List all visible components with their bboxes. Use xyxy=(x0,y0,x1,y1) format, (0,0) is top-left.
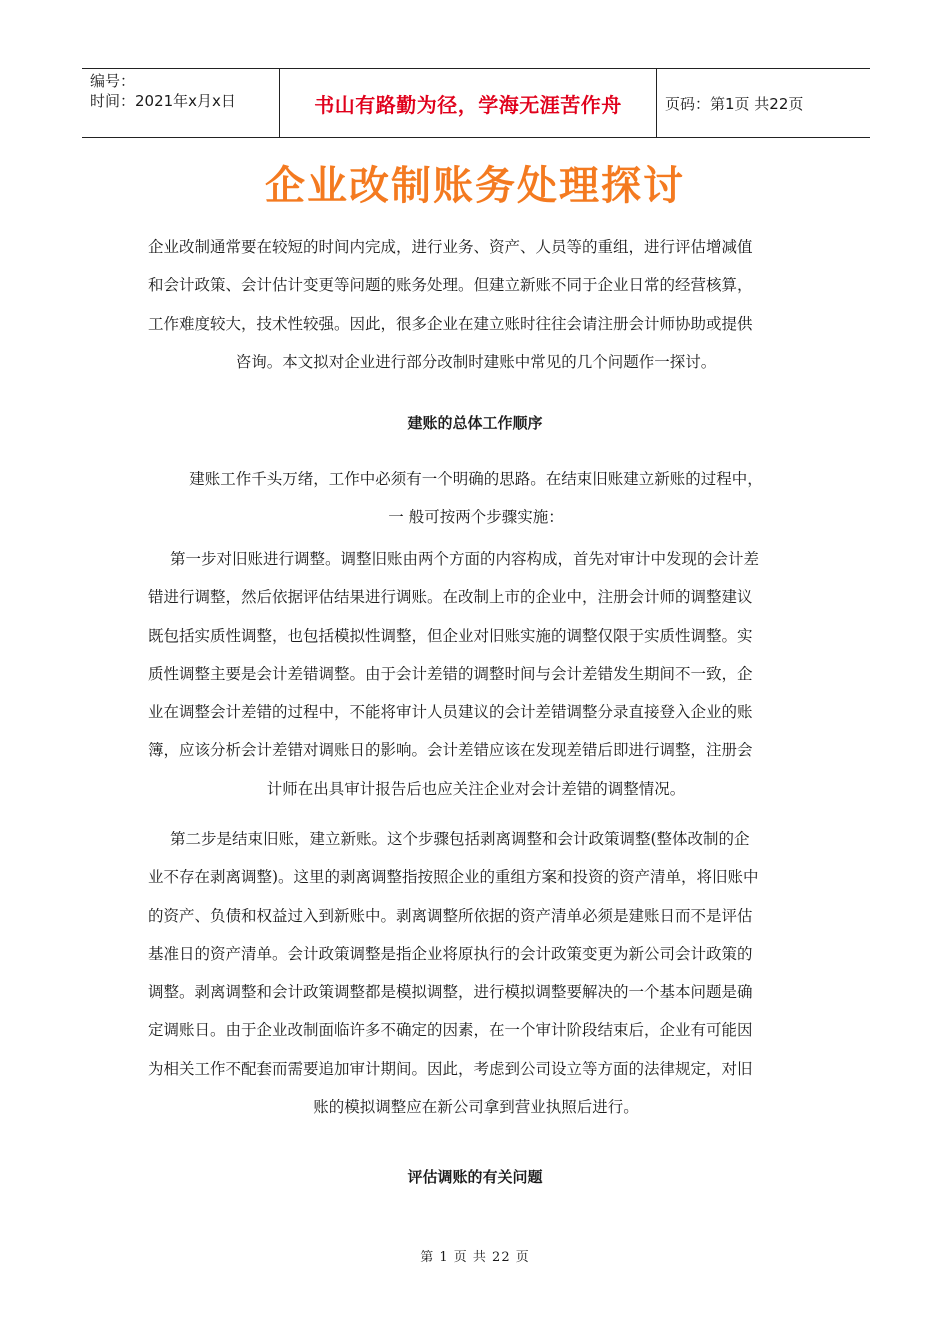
intro-paragraph xyxy=(148,228,804,381)
step2-line: 业不存在剥离调整)。这里的剥离调整指按照企业的重组方案和投资的资产清单，将旧账中 xyxy=(148,868,759,887)
step1-line: 第一步对旧账进行调整。调整旧账由两个方面的内容构成，首先对审计中发现的会计差 xyxy=(170,550,760,568)
header-meta xyxy=(82,69,280,137)
step2-paragraph xyxy=(148,820,804,1126)
time-label: 时间：2021年x月x日 xyxy=(90,92,236,110)
header-motto: 书山有路勤为径，学海无涯苦作舟 xyxy=(280,69,657,137)
number-label: 编号： xyxy=(90,72,136,90)
step1-line: 既包括实质性调整，也包括模拟性调整，但企业对旧账实施的调整仅限于实质性调整。实 xyxy=(148,626,753,645)
page-footer: 第 1 页 共 22 页 xyxy=(420,1250,530,1265)
step2-line: 定调账日。由于企业改制面临许多不确定的因素，在一个审计阶段结束后，企业有可能因 xyxy=(148,1021,753,1040)
section-heading-1: 建账的总体工作顺序 xyxy=(407,414,543,432)
step2-line: 的资产、负债和权益过入到新账中。剥离调整所依据的资产清单必须是建账日而不是评估 xyxy=(148,906,753,925)
intro-line: 和会计政策、会计估计变更等问题的账务处理。但建立新账不同于企业日常的经营核算， xyxy=(148,276,753,295)
intro-line: 工作难度较大，技术性较强。因此，很多企业在建立账时往往会请注册会计师协助或提供 xyxy=(148,314,753,333)
section-heading-2: 评估调账的有关问题 xyxy=(407,1168,543,1186)
step2-line: 调整。剥离调整和会计政策调整都是模拟调整，进行模拟调整要解决的一个基本问题是确 xyxy=(148,983,753,1002)
step1-line: 簿，应该分析会计差错对调账日的影响。会计差错应该在发现差错后即进行调整，注册会 xyxy=(148,741,753,760)
section1-intro-line: 建账工作千头万绪，工作中必须有一个明确的思路。在结束旧账建立新账的过程中， xyxy=(189,470,763,488)
step1-paragraph xyxy=(148,540,804,808)
step1-line: 错进行调整，然后依据评估结果进行调账。在改制上市的企业中，注册会计师的调整建议 xyxy=(148,588,753,607)
step2-line: 账的模拟调整应在新公司拿到营业执照后进行。 xyxy=(313,1098,639,1117)
step1-line: 业在调整会计差错的过程中，不能将审计人员建议的会计差错调整分录直接登入企业的账 xyxy=(148,703,753,722)
header-page-info: 页码：第1页 共22页 xyxy=(665,94,804,113)
step2-line: 基准日的资产清单。会计政策调整是指企业将原执行的会计政策变更为新公司会计政策的 xyxy=(148,944,753,963)
section1-intro-line: 一 般可按两个步骤实施： xyxy=(388,508,564,527)
document-title: 企业改制账务处理探讨 xyxy=(265,163,685,209)
intro-line: 咨询。本文拟对企业进行部分改制时建账中常见的几个问题作一探讨。 xyxy=(235,352,717,371)
intro-line: 企业改制通常要在较短的时间内完成，进行业务、资产、人员等的重组，进行评估增减值 xyxy=(148,238,753,256)
step2-line: 第二步是结束旧账，建立新账。这个步骤包括剥离调整和会计政策调整(整体改制的企 xyxy=(170,830,750,848)
step1-line: 质性调整主要是会计差错调整。由于会计差错的调整时间与会计差错发生期间不一致，企 xyxy=(148,664,753,683)
document-header xyxy=(82,68,870,138)
section1-intro xyxy=(148,460,804,537)
step1-line: 计师在出具审计报告后也应关注企业对会计差错的调整情况。 xyxy=(266,779,686,798)
step2-line: 为相关工作不配套而需要追加审计期间。因此，考虑到公司设立等方面的法律规定，对旧 xyxy=(148,1059,753,1078)
